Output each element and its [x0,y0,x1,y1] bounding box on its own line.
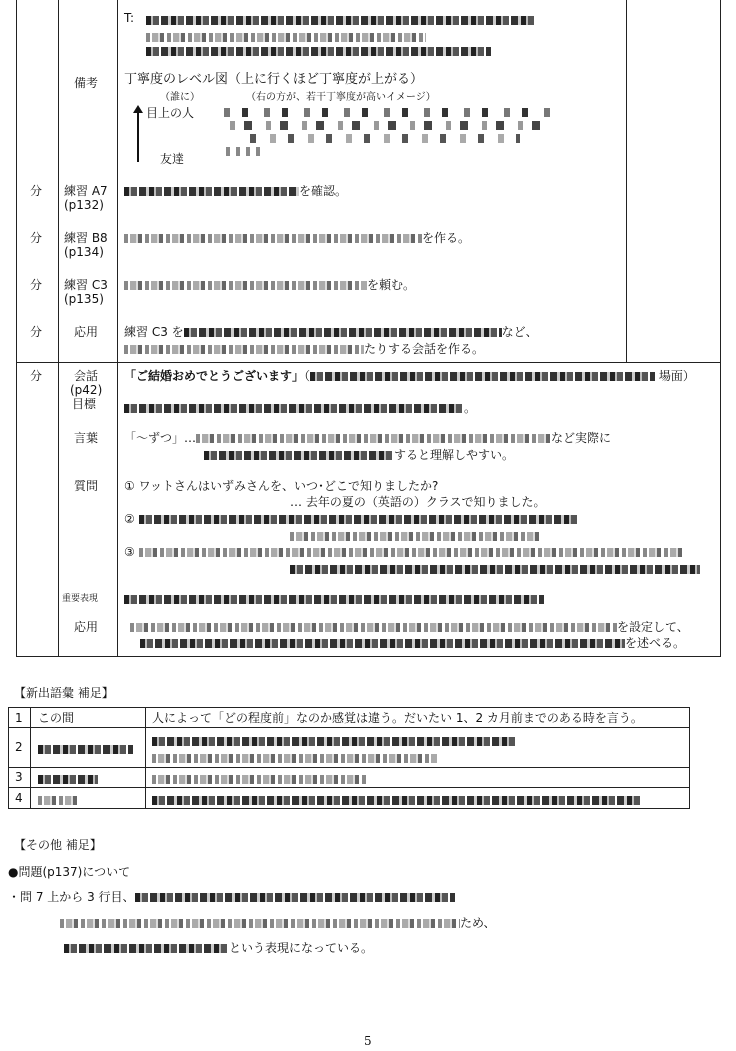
remarks-note: （右の方が、若干丁寧度が高いイメージ） [246,92,436,103]
vocab-term [38,742,133,756]
goal-text: 。 [124,401,476,415]
other-heading: 【その他 補足】 [14,838,102,852]
application-text-2: たりする会話を作る。 [124,342,484,356]
minute-label: 分 [30,184,43,198]
practice-b8-page: (p134) [64,245,104,259]
redacted-text [146,30,426,44]
answer-3 [290,562,700,576]
application-label: 応用 [74,325,99,339]
practice-c3-text: を頼む。 [124,278,415,292]
question-1: ① ワットさんはいずみさんを、いつ･どこで知りましたか? [124,479,439,493]
conversation-label: 会話 [74,369,99,383]
key-expression-label: 重要表現 [62,594,99,604]
redacted-text [250,134,520,143]
minute-label: 分 [30,369,43,383]
conversation-title-line: 「ご結婚おめでとうございます」（ 場面） [124,369,695,383]
minute-label: 分 [30,278,43,292]
redacted-text [226,147,266,156]
answer-2 [290,529,540,543]
questions-label: 質問 [74,479,99,493]
arrow-shaft [137,112,139,162]
q7-line-2: ため、 [60,916,496,930]
conversation-application-line-2: を述べる。 [140,636,685,650]
key-expression-text [124,592,544,606]
words-label: 言葉 [74,431,99,445]
practice-c3-label: 練習 C3 [64,278,108,292]
q7-line-1: ・問 7 上から 3 行目、 [8,890,455,904]
vocab-term [38,772,98,786]
vocab-desc [152,772,367,786]
redacted-text [146,44,491,58]
practice-b8-label: 練習 B8 [64,231,108,245]
vocab-no: 3 [15,770,23,784]
remarks-top: 目上の人 [146,106,195,120]
other-bullet: ●問題(p137)について [8,865,131,879]
goal-label: 目標 [72,397,97,411]
practice-a7-page: (p132) [64,198,104,212]
q7-line-3: という表現になっている。 [64,941,373,955]
answer-1: … 去年の夏の（英語の）クラスで知りました。 [290,495,546,509]
practice-c3-page: (p135) [64,292,104,306]
redacted-text [146,13,536,27]
conversation-application-label: 応用 [74,620,99,634]
conversation-application-line-1: を設定して、 [130,620,689,634]
application-text-1: 練習 C3 を など、 [124,325,538,339]
conversation-page: (p42) [70,383,103,397]
words-line-2: すると理解しやすい。 [204,448,514,462]
vocab-desc [152,793,642,807]
remarks-bottom: 友達 [160,152,185,166]
vocab-desc [152,751,437,765]
question-2: ② [124,512,579,526]
vocab-no: 1 [15,711,23,725]
remarks-who: （誰に） [160,92,200,103]
vocab-term [38,793,78,807]
vocab-desc [152,734,517,748]
vocab-no: 4 [15,791,23,805]
redacted-text [230,121,550,130]
practice-b8-text: を作る。 [124,231,470,245]
practice-a7-label: 練習 A7 [64,184,108,198]
vocab-no: 2 [15,740,23,754]
minute-label: 分 [30,231,43,245]
remarks-title: 丁寧度のレベル図（上に行くほど丁寧度が上がる） [124,72,424,87]
words-line-1: 「～ずつ」… など実際に [124,431,612,445]
vocab-heading: 【新出語彙 補足】 [14,686,114,700]
vocab-term: この間 [38,711,75,725]
remarks-label: 備考 [74,76,99,90]
vocab-desc: 人によって「どの程度前」なのか感覚は違う。だいたい 1、2 カ月前までのある時を言う。 [152,711,643,725]
minute-label: 分 [30,325,43,339]
redacted-text [224,108,552,117]
page-number: 5 [364,1034,372,1048]
practice-a7-text: を確認。 [124,184,347,198]
question-3: ③ [124,545,684,559]
t-label: T: [124,11,135,25]
